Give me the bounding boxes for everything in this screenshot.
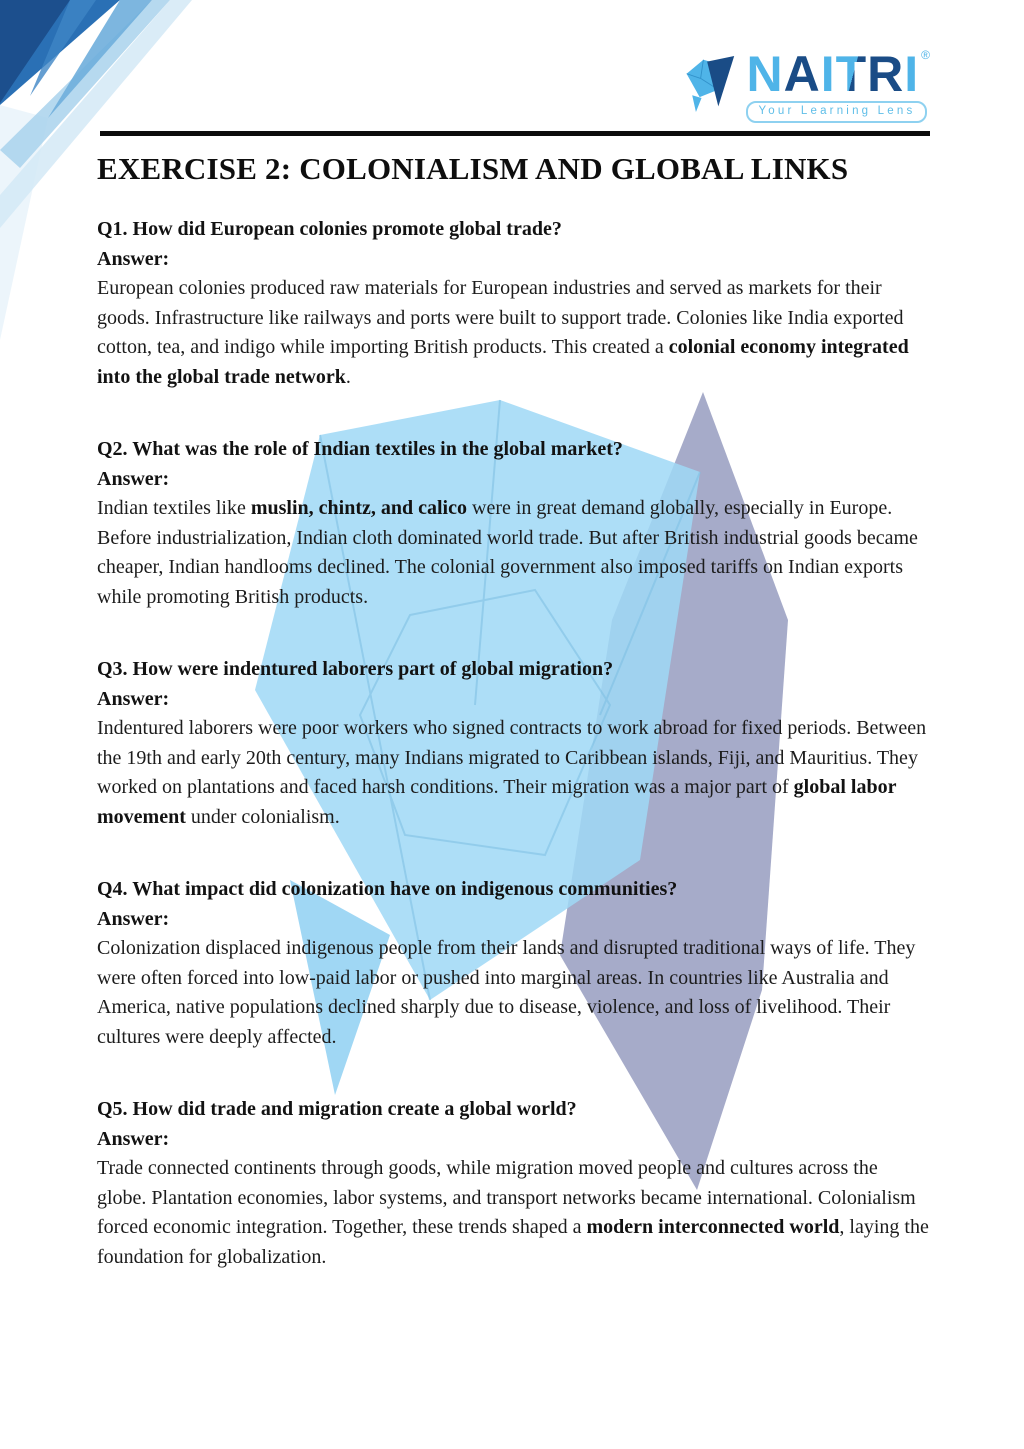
brand-letter: N bbox=[746, 46, 784, 102]
answer-label: Answer: bbox=[97, 907, 170, 930]
question-heading: Q5. How did trade and migration create a global world? bbox=[97, 1098, 577, 1120]
answer-bold-phrase: global labor movement bbox=[97, 776, 897, 828]
brand-letter: R bbox=[867, 46, 905, 102]
qa-block-q5 bbox=[97, 1095, 930, 1272]
registered-trademark-mark: ® bbox=[921, 48, 930, 62]
naitri-aperture-icon bbox=[681, 52, 737, 116]
qa-block-q1 bbox=[97, 215, 930, 392]
answer-segment: under colonialism. bbox=[185, 805, 340, 828]
answer-bold-phrase: muslin, chintz, and calico bbox=[250, 497, 467, 519]
brand-letter: I bbox=[904, 46, 920, 102]
naitri-logo bbox=[681, 46, 930, 123]
answer-text bbox=[97, 934, 930, 1052]
answer-label: Answer: bbox=[97, 1127, 170, 1150]
brand-word bbox=[746, 46, 920, 102]
question-heading: Q2. What was the role of Indian textiles in the global market? bbox=[97, 438, 623, 460]
answer-segment: European colonies produced raw materials for European industries and served as markets for their goods. Infrastructure like railways and ports were built to support trade. Colonies like India exported cotton, tea, and indigo while importing British products. This created a bbox=[97, 277, 904, 358]
document-content bbox=[97, 150, 930, 1315]
question-heading: Q4. What impact did colonization have on indigenous communities? bbox=[97, 878, 678, 900]
question-heading: Q1. How did European colonies promote global trade? bbox=[97, 218, 562, 240]
answer-text bbox=[97, 1154, 930, 1272]
answer-segment: Indentured laborers were poor workers who signed contracts to work abroad for fixed periods. Between the 19th and early 20th century, many Indians migrated to Caribbean islands, Fiji, and Mauritius. They worked on plantations and faced harsh conditions. Their migration was a major part of bbox=[97, 717, 927, 798]
page-title: EXERCISE 2: COLONIALISM AND GLOBAL LINKS bbox=[97, 151, 849, 186]
brand-letter: A bbox=[783, 46, 821, 102]
answer-segment: were in great demand globally, especially in Europe. Before industrialization, Indian cloth dominated world trade. But after British industrial goods became cheaper, Indian handlooms declined. The colonial government also imposed tariffs on Indian exports while promoting British products. bbox=[97, 497, 918, 608]
answer-segment: , laying the foundation for globalization. bbox=[97, 1216, 929, 1268]
question-heading: Q3. How were indentured laborers part of global migration? bbox=[97, 658, 614, 680]
answer-segment: Colonization displaced indigenous people from their lands and disrupted traditional ways of life. They were often forced into low-paid labor or pushed into marginal areas. In countries like Australia and America, native populations declined sharply due to disease, violence, and loss of livelihood. Their cultures were deeply affected. bbox=[97, 937, 916, 1048]
answer-segment: . bbox=[345, 365, 351, 388]
brand-letter: I bbox=[820, 46, 836, 102]
qa-block-q4 bbox=[97, 875, 930, 1052]
answer-text bbox=[97, 714, 930, 832]
answer-text bbox=[97, 494, 930, 612]
qa-list bbox=[97, 215, 930, 1272]
brand-tagline: Your Learning Lens bbox=[746, 101, 927, 123]
brand-row bbox=[746, 46, 930, 102]
answer-label: Answer: bbox=[97, 247, 170, 270]
brand-letter: T bbox=[835, 46, 868, 102]
answer-text bbox=[97, 274, 930, 392]
answer-segment: Indian textiles like bbox=[97, 497, 251, 519]
qa-block-q2 bbox=[97, 435, 930, 612]
brand-text-block bbox=[746, 46, 930, 123]
qa-block-q3 bbox=[97, 655, 930, 832]
answer-bold-phrase: modern interconnected world bbox=[586, 1216, 840, 1238]
answer-bold-phrase: colonial economy integrated into the global trade network bbox=[97, 336, 909, 388]
answer-label: Answer: bbox=[97, 687, 170, 710]
header-rule bbox=[100, 131, 930, 136]
answer-segment: Trade connected continents through goods, while migration moved people and cultures across the globe. Plantation economies, labor systems, and transport networks became international. Colonialism forced economic integration. Together, these trends shaped a bbox=[97, 1157, 916, 1238]
answer-label: Answer: bbox=[97, 467, 170, 490]
